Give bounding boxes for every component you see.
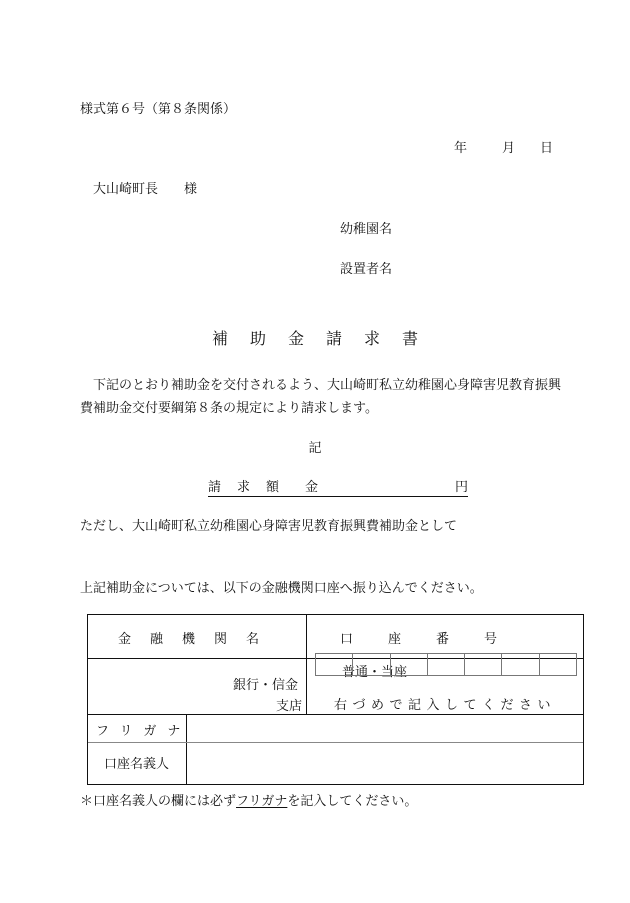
form-number: 様式第６号（第８条関係） xyxy=(80,102,237,117)
digit-box[interactable] xyxy=(316,654,353,675)
kindergarten-name-label: 幼稚園名 xyxy=(340,222,393,237)
row-divider xyxy=(88,714,583,715)
recipient: 大山崎町長 様 xyxy=(93,182,198,197)
date-day-label: 日 xyxy=(540,141,554,156)
bank-suffix-label: 銀行・信金 xyxy=(233,678,299,693)
institution-name-header: 金 融 機 関 名 xyxy=(118,632,263,647)
claim-amount-line xyxy=(208,476,468,497)
branch-suffix-label: 支店 xyxy=(276,699,303,714)
purpose-text: ただし、大山崎町私立幼稚園心身障害児教育振興費補助金として xyxy=(80,519,458,534)
digit-box[interactable] xyxy=(353,654,390,675)
furigana-label: フリガナ xyxy=(96,724,192,739)
digit-box[interactable] xyxy=(391,654,428,675)
account-holder-label: 口座名義人 xyxy=(104,757,170,772)
account-holder-field[interactable] xyxy=(188,744,581,782)
request-body-text: 下記のとおり補助金を交付されるよう、大山崎町私立幼稚園心身障害児教育振興費補助金交付要綱第８条の規定により請求します。 xyxy=(80,378,562,416)
row-divider xyxy=(88,742,583,743)
right-align-note: 右づめで記入してください xyxy=(334,698,557,713)
account-type-label: 普通・当座 xyxy=(342,665,408,680)
claim-amount-unit: 円 xyxy=(454,480,468,495)
date-year-label: 年 xyxy=(454,141,468,156)
bank-instruction-text: 上記補助金については、以下の金融機関口座へ振り込んでください。 xyxy=(80,581,483,596)
bank-account-table xyxy=(87,614,584,785)
digit-box[interactable] xyxy=(502,654,539,675)
digit-box[interactable] xyxy=(428,654,465,675)
account-number-boxes[interactable] xyxy=(315,653,577,676)
footnote-underlined: フリガナ xyxy=(236,794,288,809)
date-line xyxy=(454,137,553,156)
footnote xyxy=(80,790,417,809)
digit-box[interactable] xyxy=(540,654,576,675)
footnote-after: を記入してください。 xyxy=(287,794,418,809)
document-title: 補助金請求書 xyxy=(211,329,440,348)
digit-box[interactable] xyxy=(465,654,502,675)
furigana-field[interactable] xyxy=(188,716,581,741)
ki-heading: 記 xyxy=(308,441,322,456)
claim-amount-prefix: 金 xyxy=(305,480,319,495)
date-month-label: 月 xyxy=(502,141,516,156)
footnote-before: ＊口座名義人の欄には必ず xyxy=(80,794,237,809)
founder-name-label: 設置者名 xyxy=(340,262,393,277)
claim-amount-label: 請求額 xyxy=(208,480,296,495)
column-divider xyxy=(306,615,307,714)
account-number-header: 口 座 番 号 xyxy=(340,632,501,647)
